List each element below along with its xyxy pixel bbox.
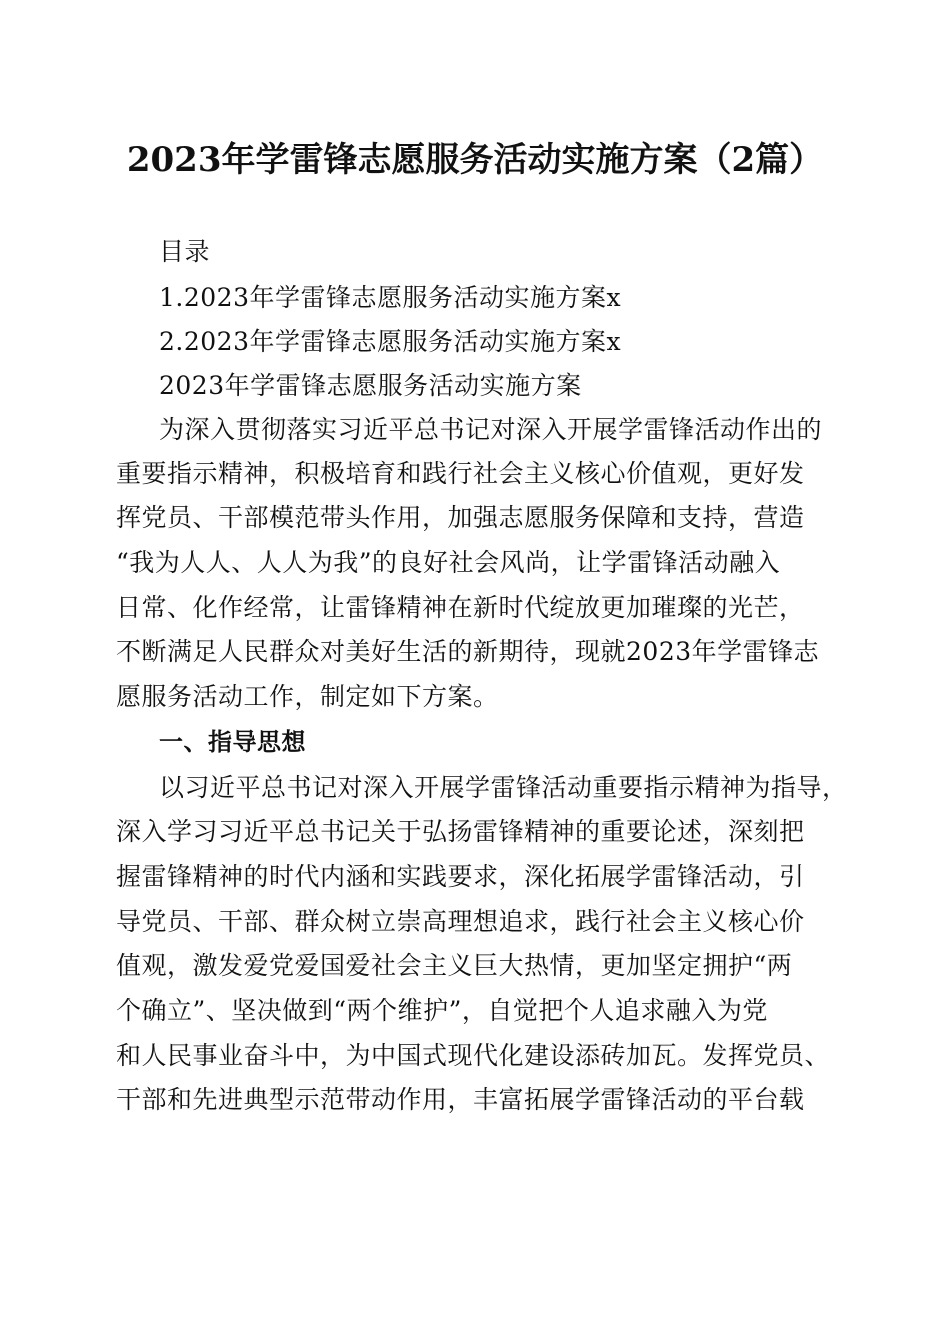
toc-label: 目录 (159, 237, 211, 266)
paragraph1-line: 愿服务活动工作，制定如下方案。 (116, 682, 499, 711)
paragraph1-line: 为深入贯彻落实习近平总书记对深入开展学雷锋活动作出的 (159, 415, 823, 444)
paragraph1-line: 日常、化作经常，让雷锋精神在新时代绽放更加璀璨的光芒， (116, 593, 805, 622)
section-heading-guiding-thought: 一、指导思想 (159, 728, 306, 756)
paragraph1-line: 挥党员、干部模范带头作用，加强志愿服务保障和支持，营造 (116, 503, 805, 532)
paragraph2-line: 个确立”、坚决做到“两个维护”，自觉把个人追求融入为党 (116, 996, 768, 1025)
paragraph2-line: 握雷锋精神的时代内涵和实践要求，深化拓展学雷锋活动，引 (116, 862, 805, 891)
paragraph2-line: 和人民事业奋斗中，为中国式现代化建设添砖加瓦。发挥党员、 (116, 1041, 831, 1070)
paragraph2-line: 以习近平总书记对深入开展学雷锋活动重要指示精神为指导， (159, 773, 848, 802)
paragraph1-line: 重要指示精神，积极培育和践行社会主义核心价值观，更好发 (116, 459, 805, 488)
document-title: 2023年学雷锋志愿服务活动实施方案（2篇） (126, 140, 824, 180)
paragraph2-line: 深入学习习近平总书记关于弘扬雷锋精神的重要论述，深刻把 (116, 817, 805, 846)
paragraph2-line: 值观，激发爱党爱国爱社会主义巨大热情，更加坚定拥护“两 (116, 951, 793, 980)
paragraph1-line: “我为人人、人人为我”的良好社会风尚，让学雷锋活动融入 (116, 548, 781, 577)
toc-item-2[interactable]: 2.2023年学雷锋志愿服务活动实施方案x (159, 327, 622, 356)
toc-item-1[interactable]: 1.2023年学雷锋志愿服务活动实施方案x (159, 283, 622, 312)
paragraph2-line: 干部和先进典型示范带动作用，丰富拓展学雷锋活动的平台载 (116, 1085, 805, 1114)
paragraph2-line: 导党员、干部、群众树立崇高理想追求，践行社会主义核心价 (116, 907, 805, 936)
paragraph1-line: 不断满足人民群众对美好生活的新期待，现就2023年学雷锋志 (116, 637, 820, 666)
section-subtitle: 2023年学雷锋志愿服务活动实施方案 (159, 371, 582, 400)
